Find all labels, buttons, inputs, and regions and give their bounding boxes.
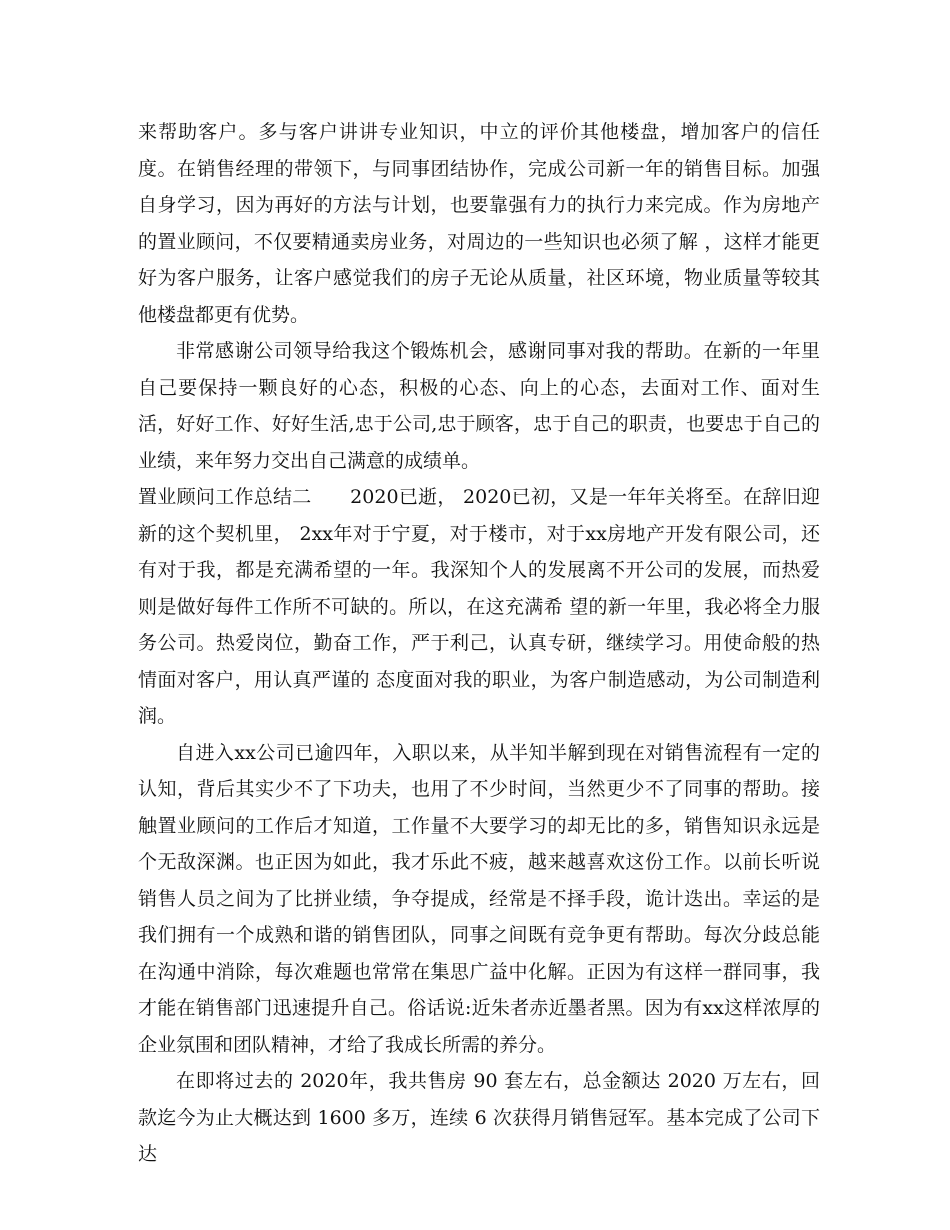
document-body bbox=[138, 114, 820, 1173]
paragraph-2: 非常感谢公司领导给我这个锻炼机会，感谢同事对我的帮助。在新的一年里自己要保持一颗良好的心态，积极的心态、向上的心态，去面对工作、面对生活，好好工作、好好生活,忠于公司,忠于顾客，忠于自己的职责，也要忠于自己的业绩，来年努力交出自己满意的成绩单。 bbox=[138, 340, 820, 472]
paragraph-5: 在即将过去的 2020年，我共售房 90 套左右，总金额达 2020 万左右，回款迄今为止大概达到 1600 多万，连续 6 次获得月销售冠军。基本完成了公司下达 bbox=[138, 1070, 820, 1165]
section-heading: 置业顾问工作总结二 bbox=[138, 486, 312, 508]
paragraph-3-text: 2020已逝， 2020已初，又是一年年关将至。在辞旧迎新的这个契机里， 2xx年对于宁夏，对于楼市，对于xx房地产开发有限公司，还有对于我，都是充满希望的一年。我深知个人的发展离不开公司的发展，而热爱则是做好每件工作所不可缺的。所以，在这充满希 望的新一年里，我必将全力服务公司。热爱岗位，勤奋工作，严于利己，认真专研，继续学习。用使命般的热情面对客户，用认真严谨的 态度面对我的职业，为客户制造感动，为公司制造利润。 bbox=[138, 486, 820, 727]
paragraph-3 bbox=[138, 479, 820, 735]
paragraph-1: 来帮助客户。多与客户讲讲专业知识，中立的评价其他楼盘，增加客户的信任度。在销售经理的带领下，与同事团结协作，完成公司新一年的销售目标。加强自身学习，因为再好的方法与计划，也要靠强有力的执行力来完成。作为房地产的置业顾问，不仅要精通卖房业务，对周边的一些知识也必须了解 ，这样才能更好为客户服务，让客户感觉我们的房子无论从质量，社区环境，物业质量等较其他楼盘都更有优势。 bbox=[138, 121, 820, 326]
paragraph-4: 自进入xx公司已逾四年，入职以来，从半知半解到现在对销售流程有一定的认知，背后其实少不了下功夫，也用了不少时间，当然更少不了同事的帮助。接触置业顾问的工作后才知道，工作量不大要学习的却无比的多，销售知识永远是个无敌深渊。也正因为如此，我才乐此不疲，越来越喜欢这份工作。以前长听说销售人员之间为了比拼业绩，争夺提成，经常是不择手段，诡计迭出。幸运的是我们拥有一个成熟和谐的销售团队，同事之间既有竞争更有帮助。每次分歧总能在沟通中消除，每次难题也常常在集思广益中化解。正因为有这样一群同事，我才能在销售部门迅速提升自己。俗话说:近朱者赤近墨者黑。因为有xx这样浓厚的企业氛围和团队精神，才给了我成长所需的养分。 bbox=[138, 741, 820, 1056]
